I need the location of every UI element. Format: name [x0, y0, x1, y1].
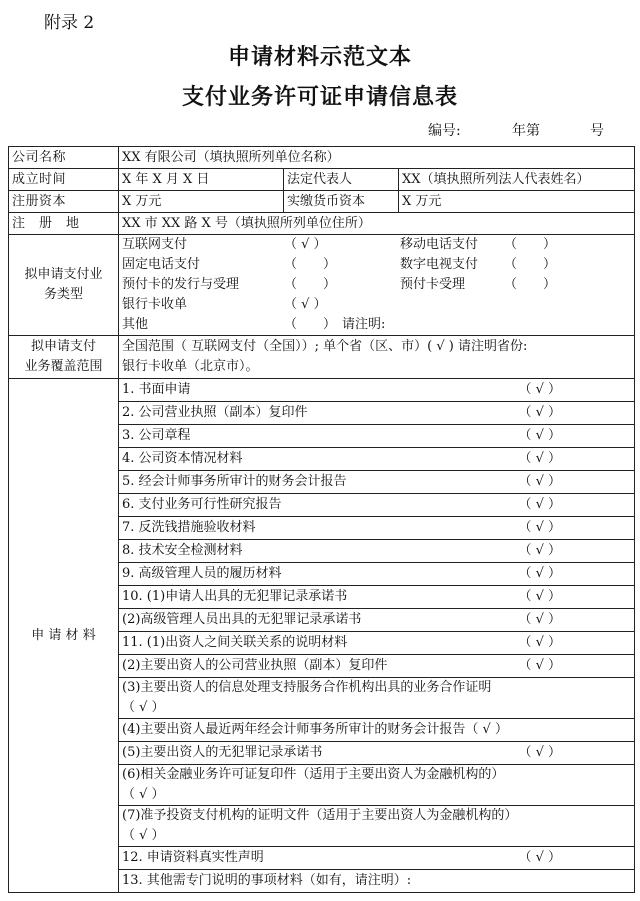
- material-check-mark: （ √ ）: [518, 566, 562, 581]
- material-item: [119, 806, 634, 847]
- materials-cell: [119, 379, 635, 893]
- established-value: X 年 X 月 X 日: [119, 169, 284, 191]
- material-item: [119, 563, 634, 586]
- material-row: [119, 847, 634, 870]
- material-check-mark: （ √ ）: [518, 428, 562, 443]
- coverage-label: [9, 336, 119, 379]
- material-check-mark: （ √ ）: [518, 474, 562, 489]
- material-item: [119, 632, 634, 655]
- material-row: [119, 402, 634, 425]
- type-other: 其他: [122, 317, 149, 332]
- material-item: [119, 540, 634, 563]
- material-text: 5. 经会计师事务所审计的财务会计报告: [122, 474, 347, 489]
- material-text: (4)主要出资人最近两年经会计师事务所审计的财务会计报告（ √ ）: [122, 722, 508, 737]
- row-materials: [9, 379, 635, 893]
- material-row: [119, 379, 634, 402]
- material-item: [119, 425, 634, 448]
- type-bank-card: 银行卡收单: [122, 297, 188, 312]
- material-check-mark: （ √ ）: [122, 700, 165, 715]
- serial-suffix: 号: [590, 123, 604, 139]
- type-fixed-phone: 固定电话支付: [122, 257, 201, 272]
- type-other-note: 请注明:: [342, 317, 386, 332]
- company-name-label: 公司名称: [9, 147, 119, 169]
- row-address: [9, 213, 635, 235]
- material-check-mark: （ √ ）: [518, 543, 562, 558]
- materials-list: [119, 379, 634, 892]
- type-mobile-mark: （ ）: [504, 237, 557, 252]
- material-check-mark: （ √ ）: [518, 658, 562, 673]
- type-internet-mark: （ √ ）: [284, 237, 327, 252]
- material-item: [119, 765, 634, 806]
- material-row: [119, 678, 634, 719]
- material-item: [119, 586, 634, 609]
- type-prepaid-issue-mark: （ ）: [284, 277, 337, 292]
- material-text: 1. 书面申请: [122, 382, 191, 397]
- material-item: [119, 742, 634, 765]
- material-item: [119, 609, 634, 632]
- paid-capital-label: 实缴货币资本: [284, 191, 399, 213]
- material-check-mark: （ √ ）: [518, 405, 562, 420]
- document-subtitle: 支付业务许可证申请信息表: [181, 84, 458, 110]
- material-text: (2)主要出资人的公司营业执照（副本）复印件: [122, 658, 388, 673]
- registered-capital-value: X 万元: [119, 191, 284, 213]
- type-digital-tv-mark: （ ）: [504, 257, 557, 272]
- business-types-label: [9, 235, 119, 336]
- material-check-mark: （ √ ）: [518, 451, 562, 466]
- type-bank-card-mark: （ √ ）: [284, 297, 327, 312]
- address-label: 注 册 地: [9, 213, 119, 235]
- material-row: [119, 563, 634, 586]
- material-row: [119, 632, 634, 655]
- material-text: (3)主要出资人的信息处理支持服务合作机构出具的业务合作证明: [122, 680, 492, 695]
- material-item: [119, 471, 634, 494]
- registered-capital-label: 注册资本: [9, 191, 119, 213]
- material-item: [119, 870, 634, 893]
- material-text: 4. 公司资本情况材料: [122, 451, 243, 466]
- material-row: [119, 742, 634, 765]
- material-text: (5)主要出资人的无犯罪记录承诺书: [122, 745, 323, 760]
- business-types-label-line2: 务类型: [43, 287, 83, 302]
- material-text: (2)高级管理人员出具的无犯罪记录承诺书: [122, 612, 362, 627]
- material-check-mark: （ √ ）: [518, 589, 562, 604]
- material-row: [119, 870, 634, 893]
- business-types-cell: [119, 235, 635, 336]
- material-check-mark: （ √ ）: [518, 382, 562, 397]
- serial-label: 编号:: [428, 123, 461, 139]
- row-business-types: [9, 235, 635, 336]
- type-prepaid-accept: 预付卡受理: [400, 277, 466, 292]
- established-label: 成立时间: [9, 169, 119, 191]
- row-capital: [9, 191, 635, 213]
- material-item: [119, 678, 634, 719]
- material-row: [119, 540, 634, 563]
- business-types-label-line1: 拟申请支付业: [24, 267, 103, 282]
- material-row: [119, 586, 634, 609]
- material-text: 6. 支付业务可行性研究报告: [122, 497, 282, 512]
- material-row: [119, 655, 634, 678]
- material-row: [119, 806, 634, 847]
- application-info-table: [8, 146, 635, 893]
- serial-year: 年第: [512, 123, 540, 139]
- material-check-mark: （ √ ）: [518, 497, 562, 512]
- material-check-mark: （ √ ）: [122, 828, 165, 843]
- row-established: [9, 169, 635, 191]
- material-text: 12. 申请资料真实性声明: [122, 850, 264, 865]
- material-item: [119, 402, 634, 425]
- material-text: 10. (1)申请人出具的无犯罪记录承诺书: [122, 589, 348, 604]
- legal-rep-label: 法定代表人: [284, 169, 399, 191]
- material-check-mark: （ √ ）: [518, 612, 562, 627]
- material-item: [119, 517, 634, 540]
- type-name: 互联网支付: [122, 237, 188, 252]
- material-row: [119, 494, 634, 517]
- material-text: 2. 公司营业执照（副本）复印件: [122, 405, 308, 420]
- coverage-line1: 全国范围（ 互联网支付（全国））; 单个省（区、市）( √ ) 请注明省份:: [122, 339, 528, 354]
- material-row: [119, 765, 634, 806]
- appendix-label: 附录 2: [44, 13, 95, 33]
- material-text: 9. 高级管理人员的履历材料: [122, 566, 282, 581]
- row-company-name: [9, 147, 635, 169]
- type-other-mark: （ ）: [284, 317, 337, 332]
- coverage-cell: [119, 336, 635, 379]
- company-name-value: XX 有限公司（填执照所列单位名称）: [119, 147, 635, 169]
- material-text: 3. 公司章程: [122, 428, 191, 443]
- material-item: [119, 847, 634, 870]
- material-item: [119, 494, 634, 517]
- material-check-mark: （ √ ）: [518, 635, 562, 650]
- coverage-line2: 银行卡收单（北京市）。: [122, 359, 259, 374]
- type-mobile: 移动电话支付: [400, 237, 479, 252]
- material-item: [119, 448, 634, 471]
- material-text: 7. 反洗钱措施验收材料: [122, 520, 256, 535]
- material-text: 13. 其他需专门说明的事项材料（如有，请注明）:: [122, 873, 412, 888]
- material-text: 11. (1)出资人之间关联关系的说明材料: [122, 635, 348, 650]
- material-check-mark: （ √ ）: [518, 520, 562, 535]
- material-check-mark: （ √ ）: [518, 850, 562, 865]
- material-row: [119, 425, 634, 448]
- material-text: (6)相关金融业务许可证复印件（适用于主要出资人为金融机构的）: [122, 767, 505, 782]
- paid-capital-value: X 万元: [399, 191, 635, 213]
- row-coverage: [9, 336, 635, 379]
- material-item: [119, 655, 634, 678]
- material-text: 8. 技术安全检测材料: [122, 543, 243, 558]
- type-fixed-phone-mark: （ ）: [284, 257, 337, 272]
- type-prepaid-issue: 预付卡的发行与受理: [122, 277, 240, 292]
- material-row: [119, 448, 634, 471]
- material-row: [119, 517, 634, 540]
- material-item: [119, 719, 634, 742]
- type-internet: [122, 235, 187, 255]
- legal-rep-value: XX（填执照所列法人代表姓名）: [399, 169, 635, 191]
- material-row: [119, 609, 634, 632]
- material-check-mark: （ √ ）: [122, 787, 165, 802]
- material-text: (7)准予投资支付机构的证明文件（适用于主要出资人为金融机构的）: [122, 808, 518, 823]
- coverage-label-line2: 业务覆盖范围: [24, 359, 103, 374]
- material-check-mark: （ √ ）: [518, 745, 562, 760]
- type-digital-tv: 数字电视支付: [400, 257, 479, 272]
- material-row: [119, 471, 634, 494]
- coverage-label-line1: 拟申请支付: [30, 339, 96, 354]
- type-prepaid-accept-mark: （ ）: [504, 277, 557, 292]
- materials-label: 申 请 材 料: [9, 379, 119, 893]
- material-item: [119, 379, 634, 402]
- document-title: 申请材料示范文本: [227, 44, 412, 70]
- address-value: XX 市 XX 路 X 号（填执照所列单位住所）: [119, 213, 635, 235]
- material-row: [119, 719, 634, 742]
